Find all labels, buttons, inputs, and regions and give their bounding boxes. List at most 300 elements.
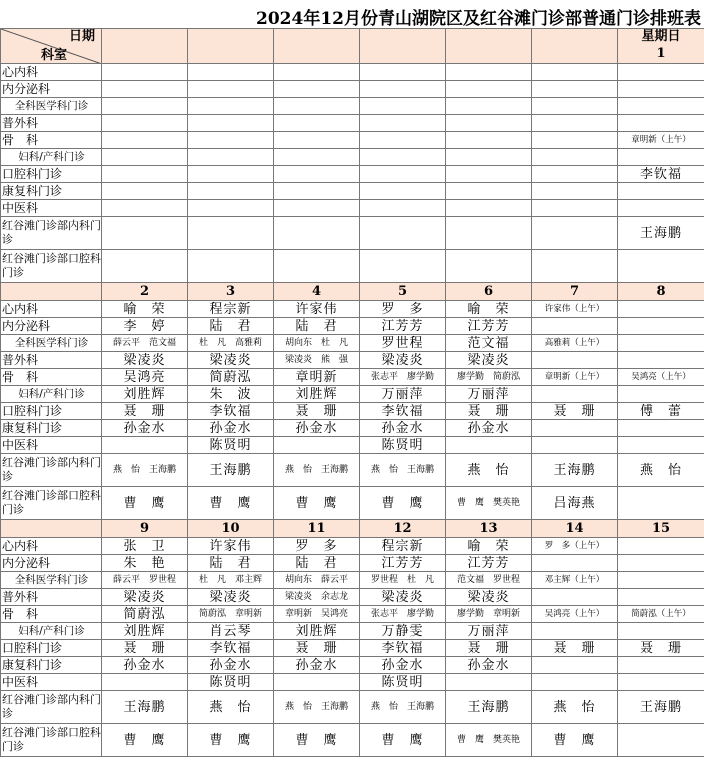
schedule-cell bbox=[274, 250, 360, 283]
schedule-cell bbox=[274, 98, 360, 115]
schedule-cell: 薛云平 范文福 bbox=[102, 335, 188, 352]
schedule-cell bbox=[360, 98, 446, 115]
date-number: 3 bbox=[225, 284, 236, 299]
schedule-cell: 燕 怡 bbox=[188, 691, 274, 724]
schedule-cell bbox=[102, 98, 188, 115]
schedule-cell: 吕海燕 bbox=[532, 487, 618, 520]
schedule-cell: 杜 凡 邓主辉 bbox=[188, 572, 274, 589]
schedule-cell bbox=[274, 132, 360, 149]
date-number: 10 bbox=[221, 521, 240, 536]
schedule-cell: 孙金水 bbox=[360, 420, 446, 437]
schedule-cell: 罗 多 bbox=[274, 538, 360, 555]
schedule-cell: 李钦福 bbox=[360, 640, 446, 657]
department-label: 红谷滩门诊部内科门诊 bbox=[1, 217, 102, 250]
schedule-cell: 曹 鹰 bbox=[188, 724, 274, 757]
schedule-cell bbox=[274, 674, 360, 691]
schedule-row bbox=[1, 98, 704, 115]
schedule-cell bbox=[360, 81, 446, 98]
schedule-cell: 聂 珊 bbox=[274, 403, 360, 420]
schedule-cell bbox=[618, 81, 704, 98]
schedule-cell bbox=[618, 657, 704, 674]
schedule-cell: 陈贤明 bbox=[360, 674, 446, 691]
schedule-cell: 梁凌炎 bbox=[188, 352, 274, 369]
department-label: 普外科 bbox=[1, 115, 102, 132]
date-cell bbox=[446, 283, 532, 301]
schedule-cell bbox=[360, 149, 446, 166]
department-label: 骨 科 bbox=[1, 369, 102, 386]
schedule-cell: 王海鹏 bbox=[446, 691, 532, 724]
schedule-cell: 曹 鹰 bbox=[188, 487, 274, 520]
schedule-cell bbox=[532, 352, 618, 369]
schedule-cell bbox=[618, 335, 704, 352]
schedule-row bbox=[1, 674, 704, 691]
header-empty bbox=[1, 283, 102, 301]
schedule-row bbox=[1, 623, 704, 640]
schedule-cell: 聂 珊 bbox=[618, 640, 704, 657]
schedule-cell bbox=[102, 200, 188, 217]
schedule-row bbox=[1, 420, 704, 437]
schedule-cell bbox=[446, 132, 532, 149]
schedule-cell: 梁凌炎 bbox=[360, 352, 446, 369]
schedule-cell bbox=[360, 115, 446, 132]
schedule-cell: 喻 荣 bbox=[446, 538, 532, 555]
schedule-cell: 孙金水 bbox=[274, 657, 360, 674]
schedule-cell: 吴鸿亮（上午） bbox=[532, 606, 618, 623]
schedule-cell bbox=[618, 352, 704, 369]
schedule-cell: 燕 怡 bbox=[532, 691, 618, 724]
date-number: 11 bbox=[307, 521, 326, 536]
schedule-cell: 许家伟（上午） bbox=[532, 301, 618, 318]
schedule-cell bbox=[532, 437, 618, 454]
schedule-cell: 燕 怡 王海鹏 bbox=[274, 691, 360, 724]
schedule-cell bbox=[274, 183, 360, 200]
schedule-cell: 曹 鹰 bbox=[274, 724, 360, 757]
schedule-cell: 燕 怡 王海鹏 bbox=[102, 454, 188, 487]
schedule-cell bbox=[188, 149, 274, 166]
date-cell bbox=[274, 29, 360, 64]
schedule-cell bbox=[102, 437, 188, 454]
schedule-cell: 梁凌炎 bbox=[102, 352, 188, 369]
schedule-cell bbox=[446, 250, 532, 283]
schedule-cell: 万静雯 bbox=[360, 623, 446, 640]
schedule-cell bbox=[102, 115, 188, 132]
date-number: 12 bbox=[393, 521, 412, 536]
schedule-cell bbox=[618, 572, 704, 589]
schedule-cell: 程宗新 bbox=[360, 538, 446, 555]
department-label: 红谷滩门诊部口腔科门诊 bbox=[1, 250, 102, 283]
department-label: 普外科 bbox=[1, 352, 102, 369]
department-label: 口腔科门诊 bbox=[1, 640, 102, 657]
schedule-cell: 张志平 廖学勤 bbox=[360, 369, 446, 386]
schedule-cell: 简蔚泓 bbox=[188, 369, 274, 386]
schedule-cell bbox=[360, 200, 446, 217]
schedule-cell: 王海鹏 bbox=[618, 217, 704, 250]
schedule-cell: 江芳芳 bbox=[446, 555, 532, 572]
department-label: 红谷滩门诊部口腔科门诊 bbox=[1, 487, 102, 520]
schedule-cell: 李钦福 bbox=[188, 640, 274, 657]
department-label: 康复科门诊 bbox=[1, 657, 102, 674]
schedule-cell: 章明新（上午） bbox=[532, 369, 618, 386]
schedule-cell bbox=[102, 217, 188, 250]
schedule-cell: 聂 珊 bbox=[274, 640, 360, 657]
schedule-cell bbox=[446, 200, 532, 217]
schedule-cell: 章明新 bbox=[274, 369, 360, 386]
schedule-cell: 陈贤明 bbox=[188, 674, 274, 691]
schedule-cell bbox=[188, 98, 274, 115]
schedule-cell bbox=[618, 724, 704, 757]
schedule-cell: 吴鸿亮（上午） bbox=[618, 369, 704, 386]
schedule-cell bbox=[274, 149, 360, 166]
schedule-cell: 梁凌炎 bbox=[360, 589, 446, 606]
schedule-cell: 江芳芳 bbox=[360, 555, 446, 572]
date-label: 日期 bbox=[68, 29, 95, 44]
department-label: 中医科 bbox=[1, 437, 102, 454]
schedule-cell: 曹 鹰 bbox=[360, 724, 446, 757]
schedule-cell bbox=[618, 674, 704, 691]
schedule-cell: 孙金水 bbox=[102, 657, 188, 674]
department-label: 骨 科 bbox=[1, 606, 102, 623]
schedule-cell: 罗 多（上午） bbox=[532, 538, 618, 555]
department-label: 全科医学科门诊 bbox=[1, 335, 102, 352]
date-cell bbox=[618, 283, 704, 301]
schedule-row bbox=[1, 369, 704, 386]
schedule-row bbox=[1, 64, 704, 81]
date-cell bbox=[274, 283, 360, 301]
schedule-cell bbox=[618, 623, 704, 640]
schedule-cell bbox=[274, 166, 360, 183]
schedule-cell bbox=[532, 420, 618, 437]
schedule-cell: 曹 鹰 樊英艳 bbox=[446, 487, 532, 520]
department-label: 内分泌科 bbox=[1, 81, 102, 98]
schedule-cell: 孙金水 bbox=[188, 657, 274, 674]
schedule-cell bbox=[360, 64, 446, 81]
schedule-cell bbox=[102, 132, 188, 149]
schedule-cell: 罗世程 杜 凡 bbox=[360, 572, 446, 589]
schedule-row bbox=[1, 318, 704, 335]
schedule-cell bbox=[618, 149, 704, 166]
schedule-cell bbox=[532, 64, 618, 81]
schedule-cell: 万丽萍 bbox=[360, 386, 446, 403]
schedule-cell: 聂 珊 bbox=[446, 640, 532, 657]
schedule-cell: 刘胜辉 bbox=[274, 623, 360, 640]
schedule-cell bbox=[188, 132, 274, 149]
schedule-cell bbox=[618, 555, 704, 572]
schedule-cell bbox=[532, 674, 618, 691]
schedule-row bbox=[1, 352, 704, 369]
schedule-cell: 梁凌炎 bbox=[188, 589, 274, 606]
schedule-cell bbox=[532, 98, 618, 115]
department-label: 内分泌科 bbox=[1, 318, 102, 335]
schedule-cell bbox=[532, 166, 618, 183]
schedule-row bbox=[1, 217, 704, 250]
schedule-cell bbox=[532, 318, 618, 335]
schedule-cell: 王海鹏 bbox=[188, 454, 274, 487]
date-cell bbox=[360, 520, 446, 538]
department-label: 中医科 bbox=[1, 200, 102, 217]
schedule-cell bbox=[532, 657, 618, 674]
schedule-cell: 孙金水 bbox=[188, 420, 274, 437]
schedule-cell: 章明新 吴鸿亮 bbox=[274, 606, 360, 623]
schedule-cell bbox=[360, 217, 446, 250]
schedule-row bbox=[1, 691, 704, 724]
schedule-cell bbox=[532, 555, 618, 572]
schedule-cell: 王海鹏 bbox=[102, 691, 188, 724]
schedule-cell: 喻 荣 bbox=[102, 301, 188, 318]
schedule-cell: 燕 怡 bbox=[446, 454, 532, 487]
schedule-row bbox=[1, 81, 704, 98]
schedule-cell: 廖学勤 简蔚泓 bbox=[446, 369, 532, 386]
schedule-cell: 朱 艳 bbox=[102, 555, 188, 572]
schedule-cell bbox=[102, 64, 188, 81]
header-corner bbox=[1, 29, 102, 64]
schedule-cell: 聂 珊 bbox=[102, 640, 188, 657]
schedule-cell: 聂 珊 bbox=[532, 640, 618, 657]
schedule-cell bbox=[618, 301, 704, 318]
schedule-cell: 简蔚泓（上午） bbox=[618, 606, 704, 623]
schedule-cell: 江芳芳 bbox=[360, 318, 446, 335]
date-cell bbox=[274, 520, 360, 538]
schedule-cell: 简蔚泓 章明新 bbox=[188, 606, 274, 623]
header-empty bbox=[1, 520, 102, 538]
date-number: 7 bbox=[569, 284, 580, 299]
date-cell bbox=[188, 29, 274, 64]
week-header-row bbox=[1, 29, 704, 64]
department-label: 妇科/产科门诊 bbox=[1, 623, 102, 640]
department-label: 心内科 bbox=[1, 64, 102, 81]
schedule-cell bbox=[532, 132, 618, 149]
schedule-cell: 陆 君 bbox=[274, 555, 360, 572]
schedule-cell: 胡向东 薛云平 bbox=[274, 572, 360, 589]
schedule-cell bbox=[618, 183, 704, 200]
schedule-cell: 孙金水 bbox=[274, 420, 360, 437]
dept-label: 科室 bbox=[41, 48, 68, 63]
schedule-cell bbox=[532, 81, 618, 98]
week-header-row bbox=[1, 520, 704, 538]
schedule-cell bbox=[360, 183, 446, 200]
schedule-row bbox=[1, 589, 704, 606]
schedule-cell: 胡向东 杜 凡 bbox=[274, 335, 360, 352]
schedule-cell: 李钦福 bbox=[188, 403, 274, 420]
schedule-row bbox=[1, 724, 704, 757]
schedule-row bbox=[1, 386, 704, 403]
schedule-row bbox=[1, 149, 704, 166]
schedule-cell bbox=[618, 318, 704, 335]
schedule-cell: 陆 君 bbox=[188, 555, 274, 572]
schedule-cell bbox=[102, 149, 188, 166]
date-number: 15 bbox=[651, 521, 671, 536]
date-cell bbox=[446, 29, 532, 64]
department-label: 普外科 bbox=[1, 589, 102, 606]
schedule-row bbox=[1, 555, 704, 572]
department-label: 口腔科门诊 bbox=[1, 403, 102, 420]
schedule-cell: 简蔚泓 bbox=[102, 606, 188, 623]
schedule-cell bbox=[532, 183, 618, 200]
schedule-cell bbox=[618, 98, 704, 115]
schedule-cell: 陈贤明 bbox=[360, 437, 446, 454]
department-label: 红谷滩门诊部内科门诊 bbox=[1, 454, 102, 487]
schedule-cell bbox=[188, 166, 274, 183]
schedule-row bbox=[1, 183, 704, 200]
schedule-cell bbox=[618, 487, 704, 520]
schedule-cell bbox=[446, 64, 532, 81]
schedule-cell bbox=[618, 589, 704, 606]
schedule-cell: 喻 荣 bbox=[446, 301, 532, 318]
schedule-cell bbox=[446, 115, 532, 132]
schedule-row bbox=[1, 606, 704, 623]
schedule-cell: 范文福 罗世程 bbox=[446, 572, 532, 589]
schedule-row bbox=[1, 487, 704, 520]
date-cell bbox=[360, 29, 446, 64]
schedule-cell: 李 婷 bbox=[102, 318, 188, 335]
date-cell bbox=[618, 29, 704, 64]
date-cell bbox=[532, 520, 618, 538]
date-cell bbox=[188, 520, 274, 538]
schedule-cell bbox=[188, 217, 274, 250]
schedule-cell bbox=[532, 200, 618, 217]
schedule-cell bbox=[102, 183, 188, 200]
schedule-cell bbox=[188, 81, 274, 98]
schedule-cell: 曹 鹰 bbox=[102, 487, 188, 520]
schedule-cell: 杜 凡 高雅莉 bbox=[188, 335, 274, 352]
date-number: 1 bbox=[656, 46, 666, 61]
schedule-cell: 邓主辉（上午） bbox=[532, 572, 618, 589]
title-bar bbox=[0, 0, 704, 28]
schedule-cell bbox=[446, 674, 532, 691]
schedule-cell bbox=[274, 200, 360, 217]
department-label: 口腔科门诊 bbox=[1, 166, 102, 183]
schedule-cell: 王海鹏 bbox=[618, 691, 704, 724]
schedule-cell: 程宗新 bbox=[188, 301, 274, 318]
date-cell bbox=[618, 520, 704, 538]
schedule-cell: 罗 多 bbox=[360, 301, 446, 318]
date-cell bbox=[102, 283, 188, 301]
schedule-cell bbox=[446, 149, 532, 166]
schedule-cell: 曹 鹰 bbox=[274, 487, 360, 520]
schedule-cell bbox=[188, 64, 274, 81]
schedule-cell bbox=[274, 217, 360, 250]
schedule-cell: 燕 怡 王海鹏 bbox=[360, 454, 446, 487]
schedule-cell: 张 卫 bbox=[102, 538, 188, 555]
schedule-cell: 李钦福 bbox=[360, 403, 446, 420]
schedule-cell bbox=[446, 166, 532, 183]
schedule-cell bbox=[188, 200, 274, 217]
date-cell bbox=[102, 29, 188, 64]
schedule-cell: 梁凌炎 bbox=[102, 589, 188, 606]
schedule-cell bbox=[532, 623, 618, 640]
schedule-cell bbox=[532, 589, 618, 606]
department-label: 康复科门诊 bbox=[1, 420, 102, 437]
schedule-cell: 燕 怡 王海鹏 bbox=[360, 691, 446, 724]
schedule-cell: 聂 珊 bbox=[446, 403, 532, 420]
schedule-cell bbox=[618, 420, 704, 437]
schedule-row bbox=[1, 250, 704, 283]
schedule-cell bbox=[274, 81, 360, 98]
date-cell bbox=[532, 283, 618, 301]
schedule-cell bbox=[188, 183, 274, 200]
schedule-cell: 孙金水 bbox=[360, 657, 446, 674]
date-cell bbox=[102, 520, 188, 538]
schedule-cell: 曹 鹰 bbox=[532, 724, 618, 757]
weekday-label: 星期日 bbox=[641, 29, 681, 45]
schedule-cell bbox=[274, 64, 360, 81]
schedule-cell bbox=[618, 538, 704, 555]
page-title: 2024年12月份青山湖院区及红谷滩门诊部普通门诊排班表 bbox=[256, 9, 701, 29]
schedule-cell bbox=[446, 217, 532, 250]
department-label: 红谷滩门诊部口腔科门诊 bbox=[1, 724, 102, 757]
schedule-row bbox=[1, 301, 704, 318]
schedule-cell bbox=[446, 81, 532, 98]
date-number: 8 bbox=[656, 284, 666, 299]
schedule-cell: 廖学勤 章明新 bbox=[446, 606, 532, 623]
week-header-row bbox=[1, 283, 704, 301]
date-number: 9 bbox=[139, 521, 150, 536]
schedule-row bbox=[1, 132, 704, 149]
department-label: 妇科/产科门诊 bbox=[1, 386, 102, 403]
schedule-cell bbox=[618, 115, 704, 132]
schedule-cell bbox=[102, 81, 188, 98]
department-label: 心内科 bbox=[1, 301, 102, 318]
schedule-cell: 燕 怡 bbox=[618, 454, 704, 487]
schedule-cell: 王海鹏 bbox=[532, 454, 618, 487]
schedule-cell: 梁凌炎 bbox=[446, 352, 532, 369]
schedule-cell: 燕 怡 王海鹏 bbox=[274, 454, 360, 487]
schedule-cell: 刘胜辉 bbox=[102, 386, 188, 403]
schedule-cell bbox=[446, 183, 532, 200]
schedule-row bbox=[1, 640, 704, 657]
department-label: 康复科门诊 bbox=[1, 183, 102, 200]
schedule-cell bbox=[360, 166, 446, 183]
schedule-cell: 江芳芳 bbox=[446, 318, 532, 335]
department-label: 骨 科 bbox=[1, 132, 102, 149]
date-number: 4 bbox=[311, 284, 322, 299]
date-cell bbox=[532, 29, 618, 64]
schedule-cell bbox=[532, 149, 618, 166]
schedule-cell: 薛云平 罗世程 bbox=[102, 572, 188, 589]
department-label: 全科医学科门诊 bbox=[1, 572, 102, 589]
schedule-row bbox=[1, 200, 704, 217]
schedule-cell: 刘胜辉 bbox=[102, 623, 188, 640]
schedule-cell bbox=[360, 250, 446, 283]
schedule-cell: 孙金水 bbox=[446, 657, 532, 674]
schedule-cell bbox=[188, 115, 274, 132]
schedule-cell: 朱 波 bbox=[188, 386, 274, 403]
schedule-cell: 曹 鹰 bbox=[360, 487, 446, 520]
schedule-cell bbox=[102, 674, 188, 691]
schedule-cell: 梁凌炎 bbox=[446, 589, 532, 606]
date-number: 14 bbox=[565, 521, 584, 536]
schedule-cell bbox=[102, 166, 188, 183]
date-number: 5 bbox=[397, 284, 408, 299]
date-number: 6 bbox=[483, 284, 494, 299]
schedule-cell: 孙金水 bbox=[446, 420, 532, 437]
schedule-cell bbox=[446, 437, 532, 454]
schedule-cell: 傅 蕾 bbox=[618, 403, 704, 420]
schedule-cell bbox=[532, 115, 618, 132]
schedule-cell: 罗世程 bbox=[360, 335, 446, 352]
schedule-cell bbox=[618, 437, 704, 454]
department-label: 红谷滩门诊部内科门诊 bbox=[1, 691, 102, 724]
schedule-row bbox=[1, 166, 704, 183]
schedule-cell: 梁凌炎 余志龙 bbox=[274, 589, 360, 606]
date-number: 2 bbox=[139, 284, 150, 299]
date-cell bbox=[188, 283, 274, 301]
schedule-cell bbox=[102, 250, 188, 283]
schedule-cell bbox=[532, 250, 618, 283]
schedule-cell: 章明新（上午） bbox=[618, 132, 704, 149]
schedule-cell bbox=[618, 200, 704, 217]
schedule-cell: 陆 君 bbox=[274, 318, 360, 335]
schedule-cell: 高雅莉（上午） bbox=[532, 335, 618, 352]
